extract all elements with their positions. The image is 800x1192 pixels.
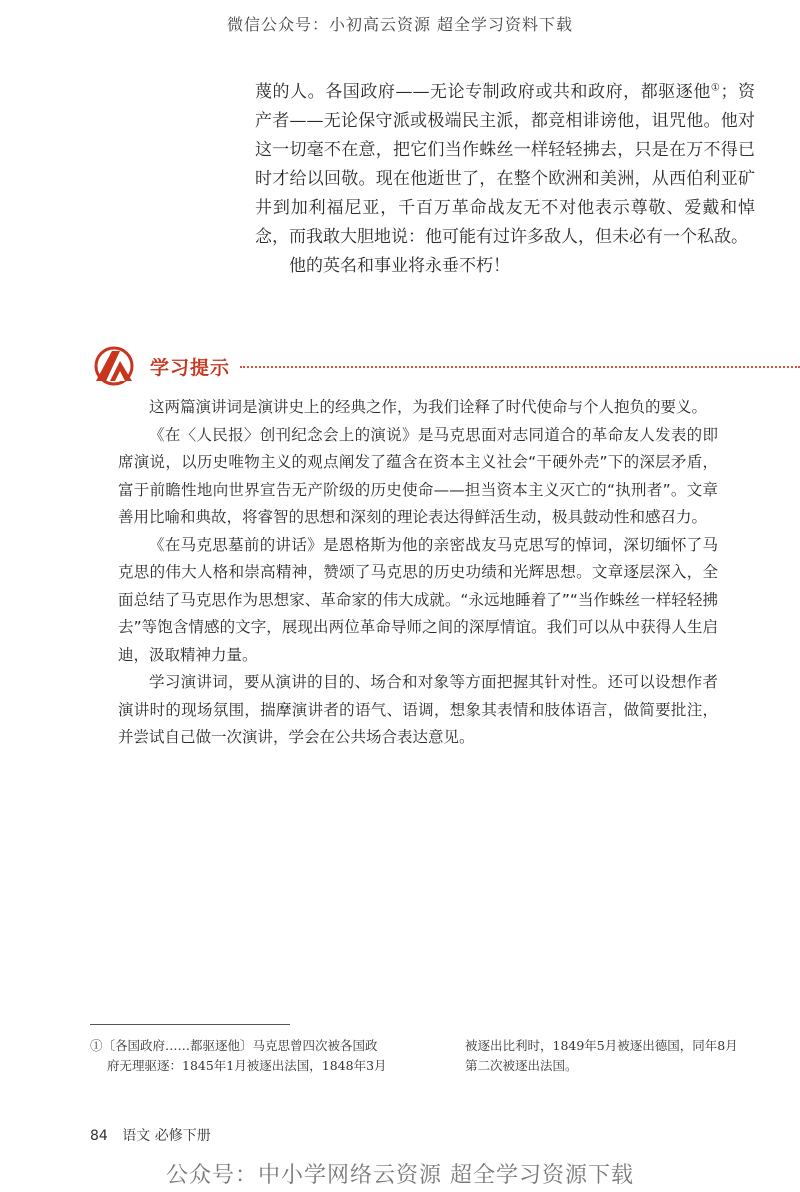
footnote-line-1: ①〔各国政府……都驱逐他〕马克思曾四次被各国政 xyxy=(90,1038,378,1053)
body-text xyxy=(255,78,755,281)
body-paragraph-1-part-a: 蔑的人。各国政府——无论专制政府或共和政府，都驱逐他 xyxy=(255,82,711,102)
footnote-column-left xyxy=(90,1036,420,1076)
footnote-column-right xyxy=(465,1036,785,1076)
study-tips-logo-icon xyxy=(90,345,140,387)
footnote-line-2: 府无理驱逐：1845年1月被逐出法国，1848年3月 xyxy=(107,1058,387,1073)
footnote-line-3: 被逐出比利时，1849年5月被逐出德国，同年8月 xyxy=(465,1038,738,1053)
header-watermark: 微信公众号：小初高云资源 超全学习资料下载 xyxy=(226,15,574,34)
study-tips-dotted-divider xyxy=(240,366,800,368)
tips-paragraph-3: 《在马克思墓前的讲话》是恩格斯为他的亲密战友马克思写的悼词，深切缅怀了马克思的伟大人格和崇高精神，赞颂了马克思的历史功绩和光辉思想。文章逐层深入，全面总结了马克思作为思想家、革命家的伟大成就。“永远地睡着了”“当作蛛丝一样轻轻拂去”等饱含情感的文字，展现出两位革命导师之间的深厚情谊。我们可以从中获得人生启迪，汲取精神力量。 xyxy=(118,535,718,664)
body-paragraph-2: 他的英名和事业将永垂不朽！ xyxy=(289,256,510,276)
bottom-watermark: 公众号：中小学网络云资源 超全学习资源下载 xyxy=(166,1163,634,1188)
book-title: 语文 必修下册 xyxy=(122,1128,211,1144)
tips-paragraph-4: 学习演讲词，要从演讲的目的、场合和对象等方面把握其针对性。还可以设想作者演讲时的现场氛围，揣摩演讲者的语气、语调，想象其表情和肢体语言，做简要批注，并尝试自己做一次演讲，学会在公共场合表达意见。 xyxy=(118,673,718,746)
study-tips-content xyxy=(118,394,718,752)
tips-paragraph-2: 《在〈人民报〉创刊纪念会上的演说》是马克思面对志同道合的革命友人发表的即席演说，以历史唯物主义的观点阐发了蕴含在资本主义社会“干硬外壳”下的深层矛盾，富于前瞻性地向世界宣告无产阶级的历史使命——担当资本主义灭亡的“执刑者”。文章善用比喻和典故，将睿智的思想和深刻的理论表达得鲜活生动，极具鼓动性和感召力。 xyxy=(118,425,718,526)
page-footer xyxy=(90,1125,211,1145)
footnote-divider xyxy=(90,1024,290,1025)
study-tips-header xyxy=(90,345,800,389)
body-paragraph-1-part-b: ；资产者——无论保守派或极端民主派，都竞相诽谤他，诅咒他。他对这一切毫不在意，把它们当作蛛丝一样轻轻拂去，只是在万不得已时才给以回敬。现在他逝世了，在整个欧洲和美洲，从西伯利亚矿井到加利福尼亚，千百万革命战友无不对他表示尊敬、爱戴和悼念，而我敢大胆地说：他可能有过许多敌人，但未必有一个私敌。 xyxy=(255,82,756,247)
body-paragraph-1 xyxy=(255,78,755,252)
tips-paragraph-1: 这两篇演讲词是演讲史上的经典之作，为我们诠释了时代使命与个人抱负的要义。 xyxy=(149,398,708,416)
study-tips-title: 学习提示 xyxy=(150,357,231,379)
footnote-line-4: 第二次被逐出法国。 xyxy=(465,1058,578,1073)
footnote-reference-mark[interactable]: ① xyxy=(710,82,721,94)
page-number: 84 xyxy=(90,1128,108,1144)
